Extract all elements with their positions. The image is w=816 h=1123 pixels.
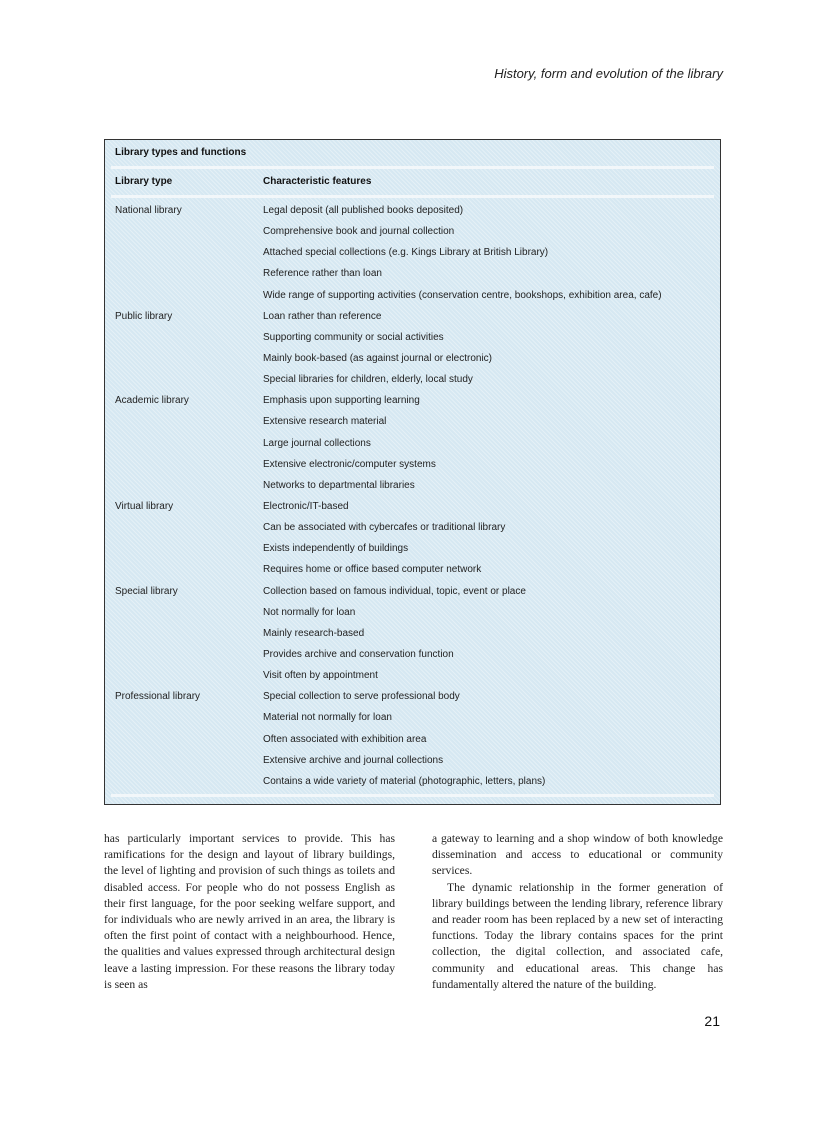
table-row [105, 649, 720, 670]
table-row [105, 586, 720, 607]
table-row [105, 480, 720, 501]
library-type-cell: National library [115, 205, 182, 216]
feature-cell: Comprehensive book and journal collection [263, 226, 455, 238]
feature-cell: Provides archive and conservation function [263, 648, 454, 660]
library-type-cell: Academic library [115, 395, 189, 407]
table-row [105, 268, 720, 289]
table-row [105, 522, 720, 543]
left-column [104, 831, 395, 993]
title-divider [111, 166, 714, 169]
feature-cell: Can be associated with cybercafes or traditional library [263, 522, 506, 534]
library-type-cell: Special library [115, 585, 178, 597]
feature-cell: Contains a wide variety of material (photographic, letters, plans) [263, 775, 546, 787]
feature-cell: Attached special collections (e.g. Kings Library at British Library) [263, 247, 549, 259]
table-title: Library types and functions [115, 147, 247, 158]
table-row [105, 564, 720, 585]
table-row [105, 311, 720, 332]
table-row [105, 628, 720, 649]
feature-cell: Often associated with exhibition area [263, 733, 427, 745]
table-row [105, 459, 720, 480]
table-row [105, 416, 720, 437]
feature-cell: Legal deposit (all published books deposited) [263, 205, 464, 216]
feature-cell: Special libraries for children, elderly, local study [263, 374, 473, 386]
header-divider [111, 195, 714, 198]
table-body [105, 205, 720, 797]
feature-cell: Requires home or office based computer network [263, 564, 482, 576]
library-type-cell: Public library [115, 310, 173, 322]
feature-cell: Material not normally for loan [263, 712, 392, 724]
table-row [105, 607, 720, 628]
table-row [105, 247, 720, 268]
table-row [105, 755, 720, 776]
feature-cell: Mainly book-based (as against journal or electronic) [263, 352, 493, 364]
body-text [104, 831, 723, 993]
table-row [105, 501, 720, 522]
library-types-table [104, 139, 721, 805]
library-type-cell: Virtual library [115, 500, 174, 512]
running-head: History, form and evolution of the library [494, 66, 723, 81]
feature-cell: Special collection to serve professional body [263, 691, 460, 703]
right-column [432, 831, 723, 993]
table-row [105, 353, 720, 374]
left-paragraph: has particularly important services to provide. This has ramifications for the design and layout of library buildings, the level of lighting and provision of such things as toilets and disabled access. For people who do not possess English as their first language, for the poor seeking welfare support, and for individuals who are newly arrived in an area, the library is often the first point of contact with a neighbourhood. Hence, the qualities and values expressed through architectural design leave a lasting impression. For these reasons the library today is seen as [104, 832, 395, 991]
feature-cell: Extensive archive and journal collections [263, 754, 444, 766]
feature-cell: Exists independently of buildings [263, 543, 409, 555]
feature-cell: Visit often by appointment [263, 670, 378, 682]
table-row [105, 226, 720, 247]
table-row [105, 205, 720, 226]
table-row [105, 734, 720, 755]
table-row [105, 691, 720, 712]
feature-cell: Extensive electronic/computer systems [263, 458, 436, 470]
feature-cell: Not normally for loan [263, 606, 356, 618]
feature-cell: Extensive research material [263, 416, 387, 428]
feature-cell: Networks to departmental libraries [263, 479, 415, 491]
table-row [105, 543, 720, 564]
table-row [105, 670, 720, 691]
right-paragraph-1: a gateway to learning and a shop window of both knowledge dissemination and access to educational or community services. [432, 832, 723, 878]
feature-cell: Mainly research-based [263, 627, 365, 639]
library-type-cell: Professional library [115, 691, 201, 703]
page-number: 21 [704, 1013, 720, 1029]
feature-cell: Loan rather than reference [263, 310, 382, 322]
table-row [105, 332, 720, 353]
table-row [105, 438, 720, 459]
right-paragraph-2: The dynamic relationship in the former generation of library buildings between the lending library, reference library and reader room has been replaced by a new set of interacting functions. Today the library contains spaces for the print collection, the digital collection, and associated cafe, community and educational areas. This change has fundamentally altered the nature of the building. [432, 880, 723, 991]
footer-divider [111, 794, 714, 797]
table-row [105, 374, 720, 395]
feature-cell: Wide range of supporting activities (conservation centre, bookshops, exhibition area, cafe) [263, 289, 662, 301]
feature-cell: Collection based on famous individual, topic, event or place [263, 585, 526, 597]
feature-cell: Emphasis upon supporting learning [263, 395, 420, 407]
feature-cell: Electronic/IT-based [263, 500, 349, 512]
column-header-type: Library type [115, 176, 173, 187]
column-header-features: Characteristic features [263, 176, 372, 187]
feature-cell: Reference rather than loan [263, 268, 382, 280]
table-row [105, 395, 720, 416]
feature-cell: Supporting community or social activities [263, 331, 444, 343]
feature-cell: Large journal collections [263, 437, 371, 449]
table-row [105, 712, 720, 733]
table-row [105, 290, 720, 311]
